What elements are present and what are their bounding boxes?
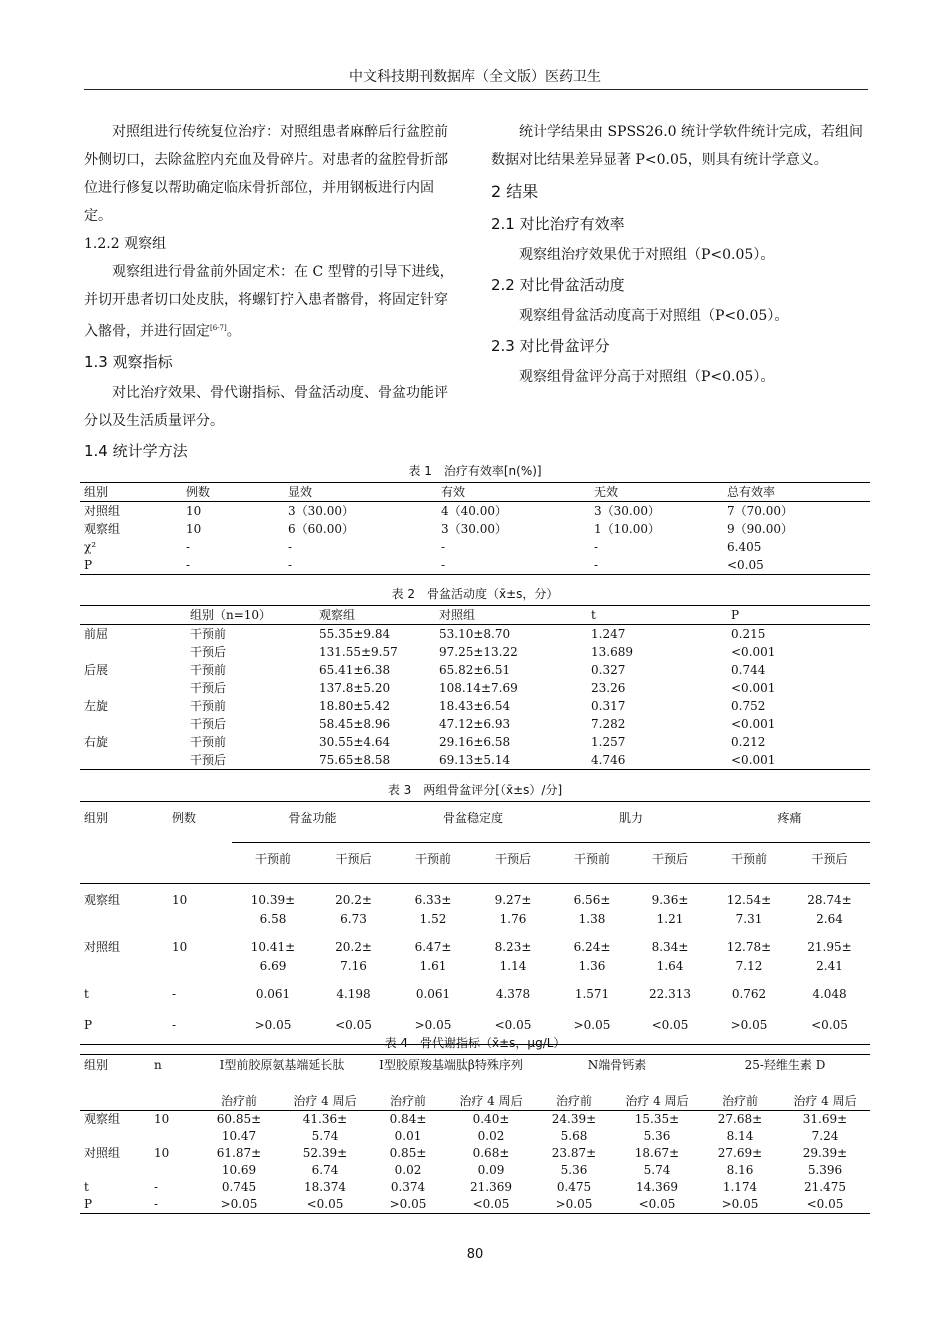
table4-group-row: 组别 n Ⅰ型前胶原氨基端延长肽 Ⅰ型胶原羧基端肽β特殊序列 N端骨钙素 25-羟维生素 D [80, 1055, 870, 1094]
result-2-3-paragraph: 观察组骨盆评分高于对照组（P<0.05）。 [519, 369, 775, 385]
section-heading-2-3: 2.3 对比骨盆评分 [491, 337, 610, 355]
running-header: 中文科技期刊数据库（全文版）医药卫生 [349, 69, 601, 85]
indicators-paragraph: 对比治疗效果、骨代谢指标、骨盆活动度、骨盆功能评分以及生活质量评分。 [84, 384, 448, 429]
table-row: 观察组 10 60.85± 41.36± 0.84± 0.40± 24.39± 15.35± 27.68± 31.69± [80, 1111, 870, 1129]
table-row: χ² - - - - 6.405 [84, 540, 762, 554]
table-row: 10.69 6.74 0.02 0.09 5.36 5.74 8.16 5.396 [221, 1163, 843, 1177]
section-heading-1-3: 1.3 观察指标 [84, 352, 173, 371]
observation-group-paragraph: 观察组进行骨盆前外固定术：在 C 型臂的引导下进线，并切开患者切口处皮肤，将螺钉拧入患者髂骨，将固定针穿入髂骨，并进行固定[6-7]。 [84, 264, 454, 340]
table-row: 观察组 10 6（60.00） 3（30.00） 1（10.00） 9（90.00） [84, 522, 793, 536]
table-row: 前屈 干预前 55.35±9.84 53.10±8.70 1.247 0.215 [80, 625, 870, 644]
table2-caption: 表 2 骨盆活动度（x̄±s，分） [391, 587, 559, 601]
table3-caption: 表 3 两组骨盆评分[（x̄±s）/分] [387, 783, 563, 797]
page-number: 80 [466, 1247, 484, 1262]
table1 [80, 482, 870, 575]
table-row: 干预后 58.45±8.96 47.12±6.93 7.282 <0.001 [190, 717, 776, 731]
result-2-1-paragraph: 观察组治疗效果优于对照组（P<0.05）。 [519, 247, 775, 263]
table1-caption: 表 1 治疗有效率[n(%)] [408, 464, 542, 478]
section-heading-2-2: 2.2 对比骨盆活动度 [491, 276, 625, 294]
table-row: 干预后 137.8±5.20 108.14±7.69 23.26 <0.001 [190, 681, 776, 695]
subsection-heading-1-2-2: 1.2.2 观察组 [84, 236, 167, 252]
table-row: 后展 干预前 65.41±6.38 65.82±6.51 0.327 0.744 [84, 663, 766, 677]
table-row: 10.47 5.74 0.01 0.02 5.68 5.36 8.14 7.24 [221, 1129, 839, 1143]
control-group-paragraph: 对照组进行传统复位治疗：对照组患者麻醉后行盆腔前外侧切口，去除盆腔内充血及骨碎片。对患者的盆腔骨折部位进行修复以帮助确定临床骨折部位，并用钢板进行内固定。 [84, 124, 448, 224]
result-2-2-paragraph: 观察组骨盆活动度高于对照组（P<0.05）。 [519, 308, 789, 324]
table2 [80, 605, 870, 770]
section-heading-2: 2 结果 [491, 182, 539, 201]
table-row: P - >0.05 <0.05 >0.05 <0.05 >0.05 <0.05 >0.05 <0.05 [80, 1017, 870, 1045]
table-row: 对照组 10 61.87± 52.39± 0.85± 0.68± 23.87± 18.67± 27.69± 29.39± [84, 1146, 848, 1160]
header-rule [84, 89, 868, 90]
table-row: 左旋 干预前 18.80±5.42 18.43±6.54 0.317 0.752 [84, 699, 766, 713]
section-heading-1-4: 1.4 统计学方法 [84, 441, 188, 460]
table3 [80, 801, 870, 1045]
table-row: 观察组 10 10.39± 20.2± 6.33± 9.27± 6.56± 9.36± 12.54± 28.74± [80, 884, 870, 910]
section-heading-2-1: 2.1 对比治疗有效率 [491, 215, 625, 233]
citation: [6-7] [210, 324, 227, 332]
table-row: 右旋 干预前 30.55±4.64 29.16±6.58 1.257 0.212 [84, 735, 766, 749]
table1-header-row: 组别 例数 显效 有效 无效 总有效率 [80, 483, 870, 502]
table-row: P - - - - <0.05 [80, 556, 870, 575]
table4-caption: 表 4 骨代谢指标（x̄±s，μg/L） [384, 1036, 566, 1050]
table-row: 干预后 75.65±8.58 69.13±5.14 4.746 <0.001 [80, 751, 870, 770]
table-row: 6.69 7.16 1.61 1.14 1.36 1.64 7.12 2.41 [259, 959, 843, 973]
table2-header-row: 组别（n=10） 观察组 对照组 t P [80, 606, 870, 625]
table3-group-row: 组别 例数 骨盆功能 骨盆稳定度 肌力 疼痛 [80, 802, 870, 843]
table4 [80, 1054, 870, 1214]
table-row: 6.58 6.73 1.52 1.76 1.38 1.21 7.31 2.64 [259, 912, 843, 926]
table-row: t - 0.061 4.198 0.061 4.378 1.571 22.313 0.762 4.048 [84, 987, 847, 1001]
table-row: 对照组 10 10.41± 20.2± 6.47± 8.23± 6.24± 8.34± 12.78± 21.95± [84, 940, 852, 954]
table4-sub-row: 治疗前 治疗 4 周后 治疗前 治疗 4 周后 治疗前 治疗 4 周后 治疗前 治疗 4 周后 [220, 1094, 857, 1108]
left-column [84, 118, 459, 468]
table-row: 干预后 131.55±9.57 97.25±13.22 13.689 <0.001 [190, 645, 776, 659]
right-column [491, 118, 868, 391]
table-row: 对照组 10 3（30.00） 4（40.00） 3（30.00） 7（70.00） [80, 502, 870, 521]
table3-sub-row: 干预前 干预后 干预前 干预后 干预前 干预后 干预前 干预后 [254, 852, 848, 866]
table-row: P - >0.05 <0.05 >0.05 <0.05 >0.05 <0.05 >0.05 <0.05 [80, 1196, 870, 1214]
table-row: t - 0.745 18.374 0.374 21.369 0.475 14.369 1.174 21.475 [84, 1180, 846, 1194]
statistics-paragraph: 统计学结果由 SPSS26.0 统计学软件统计完成，若组间数据对比结果差异显著 P<0.05，则具有统计学意义。 [491, 124, 864, 168]
